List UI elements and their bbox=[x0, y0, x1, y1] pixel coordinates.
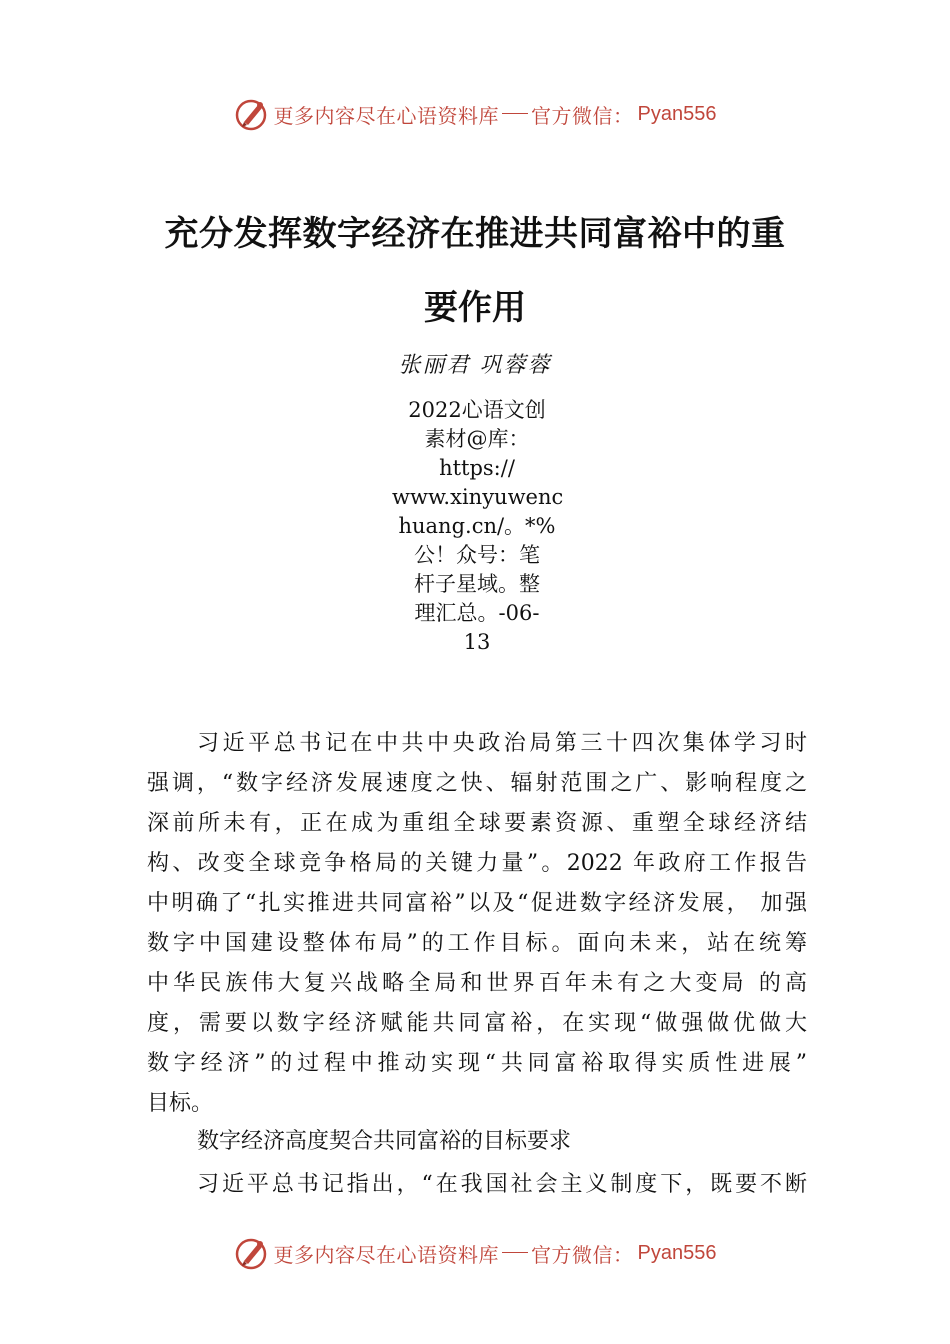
body-line: 习近平总书记在中共中央政治局第三十四次集体学习时 bbox=[197, 731, 807, 756]
source-note-line: 素材@库： bbox=[424, 427, 530, 451]
footer-banner bbox=[0, 1233, 950, 1273]
source-note-line: https:// bbox=[439, 456, 515, 480]
body-line: 强调，“数字经济发展速度之快、辐射范围之广、影响程度之 bbox=[147, 771, 807, 796]
paragraph-2 bbox=[147, 1165, 807, 1205]
header-banner bbox=[0, 94, 950, 134]
authors: 张丽君 巩蓉蓉 bbox=[398, 353, 552, 378]
banner-label: 官方微信： bbox=[531, 103, 634, 128]
source-note-line: 13 bbox=[463, 630, 491, 654]
body-line: 数字经济”的过程中推动实现“共同富裕取得实质性进展” bbox=[147, 1051, 807, 1076]
source-note-line: 杆子星域。整 bbox=[414, 572, 540, 596]
pen-circle-logo-icon bbox=[234, 96, 270, 132]
banner-account: Pyan556 bbox=[637, 1241, 717, 1264]
body-line: 中明确了“扎实推进共同富裕”以及“促进数字经济发展， 加强 bbox=[147, 891, 807, 916]
banner-account: Pyan556 bbox=[637, 102, 717, 125]
banner-label: 官方微信： bbox=[531, 1242, 634, 1267]
banner-text: 更多内容尽在心语资料库 bbox=[273, 1242, 500, 1267]
source-note-line: www.xinyuwenc bbox=[392, 485, 564, 509]
body-line: 数字中国建设整体布局”的工作目标。面向未来，站在统筹 bbox=[147, 931, 807, 956]
page-title-line1: 充分发挥数字经济在推进共同富裕中的重 bbox=[164, 214, 786, 254]
source-note-line: huang.cn/。*% bbox=[398, 514, 556, 538]
body-line: 构、改变全球竞争格局的关键力量”。2022 年政府工作报告 bbox=[147, 851, 807, 876]
source-note bbox=[392, 396, 562, 657]
source-note-line: 2022心语文创 bbox=[408, 398, 546, 422]
body-line: 度，需要以数字经济赋能共同富裕，在实现“做强做优做大 bbox=[147, 1011, 807, 1036]
banner-text: 更多内容尽在心语资料库 bbox=[273, 103, 500, 128]
body-line: 习近平总书记指出，“在我国社会主义制度下，既要不断 bbox=[197, 1172, 807, 1197]
banner-dash bbox=[502, 113, 528, 114]
paragraph-1 bbox=[147, 724, 807, 1124]
banner-dash bbox=[502, 1252, 528, 1253]
source-note-line: 公！众号：笔 bbox=[414, 543, 540, 567]
body-line: 深前所未有，正在成为重组全球要素资源、重塑全球经济结 bbox=[147, 811, 807, 836]
pen-circle-logo-icon bbox=[234, 1235, 270, 1271]
section-heading: 数字经济高度契合共同富裕的目标要求 bbox=[197, 1129, 572, 1154]
body-line: 目标。 bbox=[147, 1091, 214, 1116]
page-title-line2: 要作用 bbox=[424, 288, 526, 328]
body-line: 中华民族伟大复兴战略全局和世界百年未有之大变局 的高 bbox=[147, 971, 807, 996]
source-note-line: 理汇总。-06- bbox=[414, 601, 540, 625]
